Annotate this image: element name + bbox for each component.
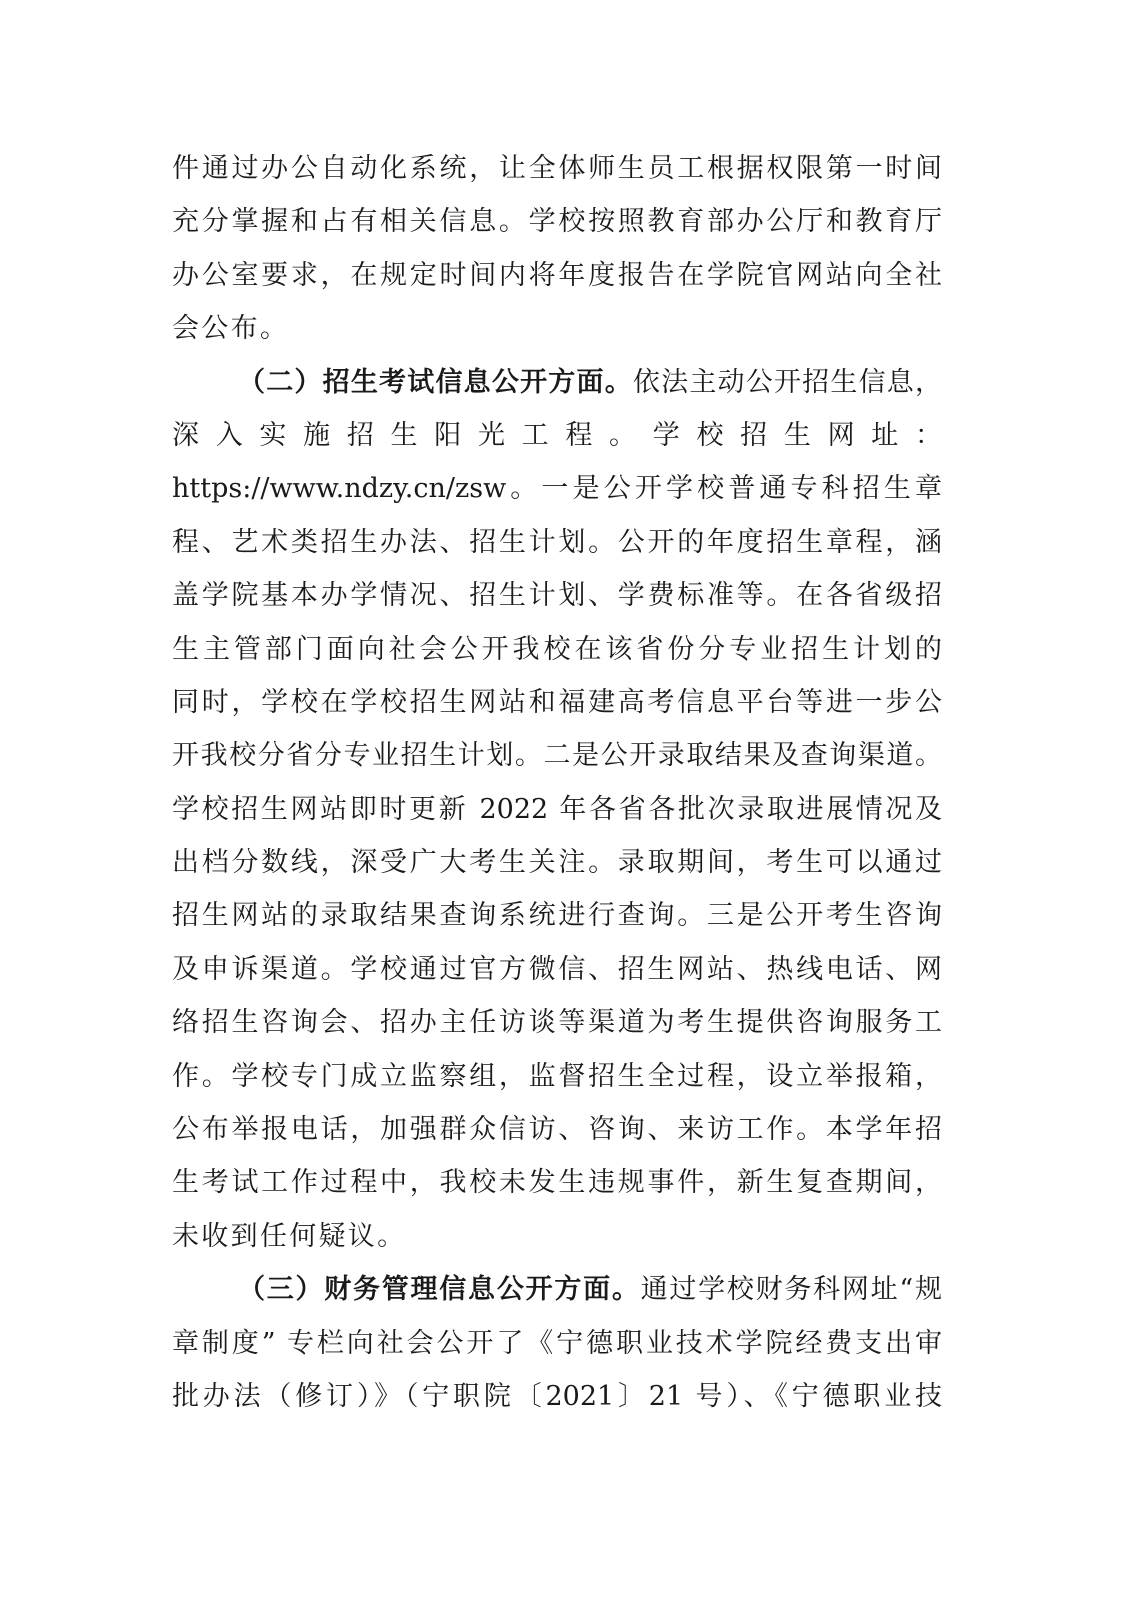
paragraph-line: 未收到任何疑议。 bbox=[172, 1220, 407, 1252]
section-heading-admissions: （二）招生考试信息公开方面。 bbox=[238, 366, 633, 398]
body-text bbox=[172, 142, 942, 1423]
paragraph-line: 充分掌握和占有相关信息。学校按照教育部办公厅和教育厅 bbox=[172, 206, 942, 238]
paragraph-line: https://www.ndzy.cn/zsw。一是公开学校普通专科招生章 bbox=[172, 473, 942, 505]
paragraph-line: 章制度” 专栏向社会公开了《宁德职业技术学院经费支出审 bbox=[172, 1327, 942, 1359]
paragraph-line: 程、艺术类招生办法、招生计划。公开的年度招生章程，涵 bbox=[172, 526, 942, 558]
paragraph-line: 学校招生网站即时更新 2022 年各省各批次录取进展情况及 bbox=[172, 793, 942, 825]
paragraph-text: 依法主动公开招生信息， bbox=[632, 366, 943, 398]
section-heading-finance: （三）财务管理信息公开方面。 bbox=[238, 1274, 641, 1306]
paragraph-line: 络招生咨询会、招办主任访谈等渠道为考生提供咨询服务工 bbox=[172, 1007, 942, 1039]
paragraph-line: 会公布。 bbox=[172, 313, 290, 345]
paragraph-line: 招生网站的录取结果查询系统进行查询。三是公开考生咨询 bbox=[172, 900, 942, 932]
paragraph-line: 公布举报电话，加强群众信访、咨询、来访工作。本学年招 bbox=[172, 1114, 942, 1146]
paragraph-line: 生考试工作过程中，我校未发生违规事件，新生复查期间， bbox=[172, 1167, 942, 1199]
section-heading-line bbox=[172, 1263, 942, 1316]
paragraph-line: 出档分数线，深受广大考生关注。录取期间，考生可以通过 bbox=[172, 847, 942, 879]
paragraph-line: 开我校分省分专业招生计划。二是公开录取结果及查询渠道。 bbox=[172, 740, 942, 772]
paragraph-line: 件通过办公自动化系统，让全体师生员工根据权限第一时间 bbox=[172, 153, 942, 184]
paragraph-line: 深 入 实 施 招 生 阳 光 工 程 。 学 校 招 生 网 址 ： bbox=[172, 419, 942, 451]
section-heading-line bbox=[172, 356, 942, 409]
paragraph-line: 办公室要求，在规定时间内将年度报告在学院官网站向全社 bbox=[172, 259, 942, 291]
paragraph-text: 通过学校财务科网址“规 bbox=[640, 1274, 942, 1306]
paragraph-line: 同时，学校在学校招生网站和福建高考信息平台等进一步公 bbox=[172, 686, 942, 718]
paragraph-line: 生主管部门面向社会公开我校在该省份分专业招生计划的 bbox=[172, 633, 942, 665]
paragraph-line: 及申诉渠道。学校通过官方微信、招生网站、热线电话、网 bbox=[172, 953, 942, 985]
paragraph-line: 盖学院基本办学情况、招生计划、学费标准等。在各省级招 bbox=[172, 580, 942, 612]
paragraph-line: 作。学校专门成立监察组，监督招生全过程，设立举报箱， bbox=[172, 1060, 942, 1092]
paragraph-line: 批办法（修订）》（宁职院〔2021〕21 号）、《宁德职业技 bbox=[172, 1380, 942, 1412]
